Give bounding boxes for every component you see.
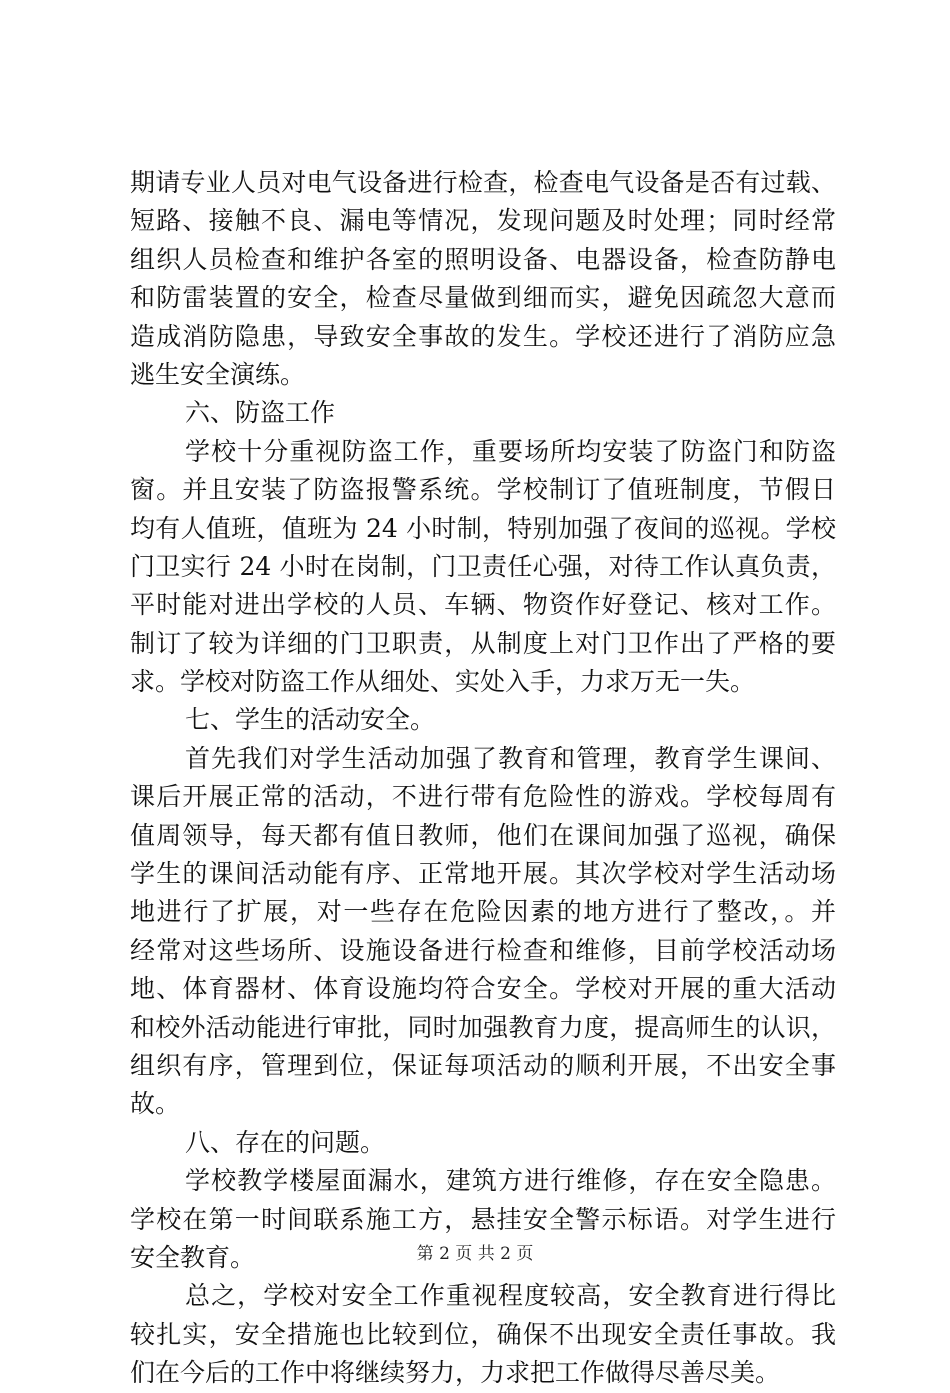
- section-heading: 六、防盗工作: [185, 398, 336, 428]
- text-line: 学校在第一时间联系施工方，悬挂安全警示标语。对学生进行: [130, 1204, 836, 1234]
- text-line: 逃生安全演练。: [130, 359, 306, 389]
- text-line: 短路、接触不良、漏电等情况，发现问题及时处理；同时经常: [130, 206, 836, 236]
- text-line: 学校十分重视防盗工作，重要场所均安装了防盗门和防盗: [185, 436, 836, 466]
- section-heading: 七、学生的活动安全。: [185, 705, 436, 735]
- text-line: 和防雷装置的安全，检查尽量做到细而实，避免因疏忽大意而: [130, 283, 836, 313]
- text-line: 组织人员检查和维护各室的照明设备、电器设备，检查防静电: [130, 244, 836, 274]
- text-line: 期请专业人员对电气设备进行检查，检查电气设备是否有过载、: [130, 168, 836, 197]
- text-line: 安全教育。: [130, 1242, 256, 1272]
- text-line: 制订了较为详细的门卫职责，从制度上对门卫作出了严格的要: [130, 628, 836, 658]
- text-line: 门卫实行 24 小时在岗制，门卫责任心强，对待工作认真负责，: [130, 551, 836, 581]
- text-line: 和校外活动能进行审批，同时加强教育力度，提高师生的认识，: [130, 1012, 836, 1042]
- text-line: 较扎实，安全措施也比较到位，确保不出现安全责任事故。我: [130, 1319, 836, 1349]
- text-line: 们在今后的工作中将继续努力，力求把工作做得尽善尽美。: [130, 1358, 781, 1388]
- text-line: 平时能对进出学校的人员、车辆、物资作好登记、核对工作。: [130, 590, 836, 620]
- section-heading: 八、存在的问题。: [185, 1127, 386, 1157]
- text-line: 学校教学楼屋面漏水，建筑方进行维修，存在安全隐患。: [185, 1166, 836, 1196]
- text-line: 首先我们对学生活动加强了教育和管理，教育学生课间、: [185, 743, 836, 773]
- page-number-footer: 第 2 页 共 2 页: [416, 1244, 534, 1264]
- text-line: 组织有序，管理到位，保证每项活动的顺利开展，不出安全事: [130, 1050, 836, 1080]
- text-line: 值周领导，每天都有值日教师，他们在课间加强了巡视，确保: [130, 820, 836, 850]
- text-line: 窗。并且安装了防盗报警系统。学校制订了值班制度，节假日: [130, 475, 836, 505]
- text-line: 求。学校对防盗工作从细处、实处入手，力求万无一失。: [130, 667, 756, 697]
- text-line: 造成消防隐患，导致安全事故的发生。学校还进行了消防应急: [130, 321, 836, 351]
- text-line: 地进行了扩展，对一些存在危险因素的地方进行了整改，。并: [130, 897, 836, 927]
- text-line: 地、体育器材、体育设施均符合安全。学校对开展的重大活动: [130, 974, 836, 1004]
- document-body: [130, 164, 836, 1393]
- text-line: 课后开展正常的活动，不进行带有危险性的游戏。学校每周有: [130, 782, 836, 812]
- text-line: 学生的课间活动能有序、正常地开展。其次学校对学生活动场: [130, 859, 836, 889]
- text-line: 经常对这些场所、设施设备进行检查和维修，目前学校活动场: [130, 935, 836, 965]
- text-line: 均有人值班，值班为 24 小时制，特别加强了夜间的巡视。学校: [130, 513, 836, 543]
- text-line: 总之，学校对安全工作重视程度较高，安全教育进行得比: [185, 1281, 836, 1311]
- text-line: 故。: [130, 1089, 181, 1119]
